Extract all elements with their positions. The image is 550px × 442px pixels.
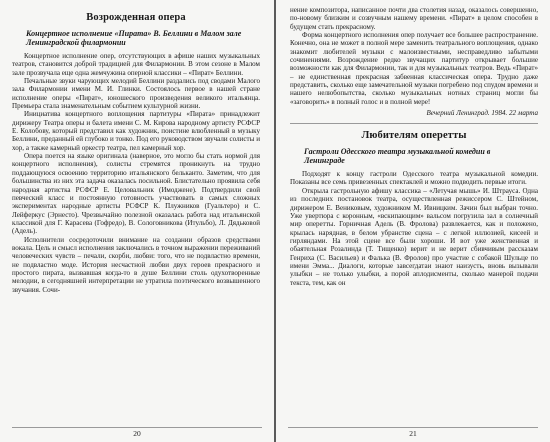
page-number: 20	[133, 429, 141, 438]
paragraph: Подходят к концу гастроли Одесского театра музыкальной комедии. Показаны все семь привезенных спектаклей и можно подводить первые итоги.	[290, 170, 538, 187]
article-subhead: Концертное исполнение «Пирата» В. Беллини в Малом зале Ленинградской филармонии	[26, 29, 242, 47]
article-body	[290, 170, 538, 287]
paragraph: Открыла гастрольную афишу классика – «Летучая мышь» И. Штрауса. Одна из последних постановок театра, осуществленная режиссером С. Штейном, дирижером Е. Вениковым, художником М. Ивницким. Зачин был выбран точно. Уже увертюра с коронным, «вскипающим» вальсом погрузила зал в солнечный мир оперетты. Горничная Адель (В. Фролова) развлекается, как и положено, крылась нарядная, в белом убранстве сцена – с легкой иллюзией, кисеей и гирляндами. На этой сцене все были хороши. И вот уже женственная и обаятельная Розалинда (Т. Тищенко) верит и не верит сбивчивым рассказам Генриха (С. Васильев) и Фалька (В. Фролов) про участие с собакой Шульце по имени Эмма... Диалоги, которые завсегдатаи знают наизусть, вновь вызывали улыбки – не только улыбки, а порой аплодисменты, сколько манерой подачи текста, тем, как он	[290, 186, 538, 287]
paragraph: Исполнители сосредоточили внимание на создании образов средствами вокала. Цель и смысл исполнения заключались в точном выражении переживаний человеческих чувств – печали, скорби, любви: того, что не подвластно времени, не подвластно моде. История несчастной любви двух героев прекрасного и простого пирата, вызвавшая когда-то в душе Беллини столь одухотворенные мелодии, в сегодняшней интерпретации не утратила поэтического возвышенного звучания. Сочи-	[12, 235, 260, 294]
article-body	[12, 52, 260, 294]
article-body-continued	[290, 6, 538, 106]
paragraph: Инициатива концертного воплощения партитуры «Пирата» принадлежит дирижеру Театра оперы и балета имени С. М. Кирова народному артисту РСФСР Е. Колобову, который представил как художник, поистине влюбленный в музыку Беллини, преданный ей глубоко и тонко. Под его руководством звучали солисты и хор, а также камерный оркестр театра, пел камерный хор.	[12, 110, 260, 152]
section-divider	[290, 123, 538, 124]
paragraph: нение композитора, написанное почти два столетия назад, оказалось совершенно, по-новому близким и созвучным нашему времени. «Пират» в целом способен в будущем стать прекрасному.	[290, 6, 538, 31]
footer-rule	[12, 427, 262, 428]
left-page	[0, 0, 274, 442]
footer-rule	[288, 427, 538, 428]
article-subhead: Гастроли Одесского театра музыкальной комедии в Ленинграде	[304, 147, 491, 166]
paragraph: Концертное исполнение опер, отсутствующих в афише наших музыкальных театров, становится доброй традицией для Филармонии. В этом сезоне в Малом зале прозвучала еще одна жемчужина оперной классики – «Пират» Беллини.	[12, 52, 260, 77]
section-title: Любителям оперетты	[361, 130, 467, 142]
right-page	[276, 0, 550, 442]
page-number: 21	[409, 429, 417, 438]
section-title: Возрожденная опера	[86, 12, 186, 23]
paragraph: Опера поется на языке оригинала (наверное, это могло бы стать нормой для концертного исполнения), солисты стремятся проникнуть на трудно поддающуюся освоению территорию итальянского бельканто. Заметим, что для большинства из них эта задача оказалась посильной. Блистательно проявила себя народная артистка РСФСР Е. Целовальник (Имоджене). Подтвердили свой певческий класс и постоянную готовность участвовать в самых сложных экспериментах народные артисты РСФСР К. Плужников (Гуальтеро) и С. Лейферкус (Эрнесто). Чрезвычайно полезной оказалась работа над итальянской классикой для Г. Карасева (Гофредо), В. Сологовникова (Итульбо), Л. Дядьковой (Адель).	[12, 152, 260, 236]
paragraph: Печальные звуки чарующих мелодий Беллини раздались под сводами Малого зала Филармонии имени М. И. Глинки. Состоялось первое в нашей стране исполнение оперы «Пират», юношеского произведения великого итальянца. Премьера стала знаменательным событием культурной жизни.	[12, 77, 260, 111]
publication-signoff: Вечерний Ленинград. 1984. 22 марта	[426, 109, 538, 118]
paragraph: Форма концертного исполнения опер получает все большее распространение. Конечно, она не может в полной мере заменить театрального воплощения, однако знакомит любителей музыки с малоизвестными, несправедливо забытыми сочинениями. Возрождение редко звучащих партитур открывает большие возможности как для Филармонии, так и для музыкальных театров. Ведь «Пират» – не единственная прекрасная забвенная классическая опера. Трудно даже представить, сколько еще замечательной музыки погребено под спудом времени и нашего нелюбопытства, сколько музыкальных нотных страниц могли бы «заговорить» в полный голос и в полной мере!	[290, 31, 538, 106]
